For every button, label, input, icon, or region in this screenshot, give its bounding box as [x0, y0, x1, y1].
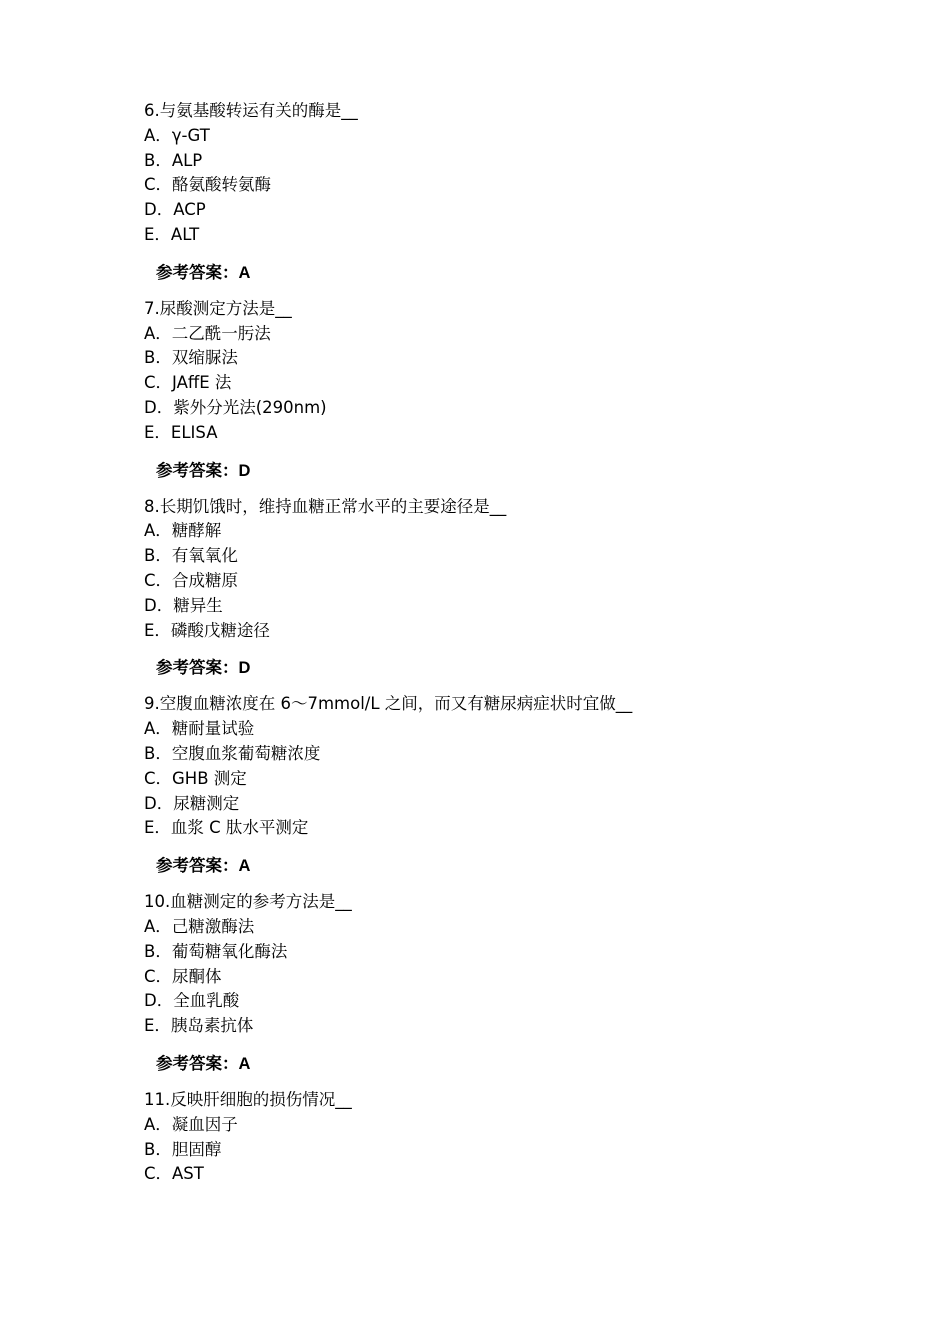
reference-answer: 参考答案：A — [156, 857, 251, 876]
question-10 — [144, 890, 844, 1076]
reference-answer: 参考答案：D — [156, 461, 251, 480]
option-e: E．胰岛素抗体 — [144, 1016, 254, 1036]
option-b: B．双缩脲法 — [144, 348, 238, 368]
question-9 — [144, 692, 844, 878]
option-a: A．凝血因子 — [144, 1114, 238, 1134]
reference-answer: 参考答案：A — [156, 263, 251, 282]
option-e: E．磷酸戊糖途径 — [144, 620, 270, 640]
option-c: C．AST — [144, 1164, 204, 1184]
option-e: E．血浆 C 肽水平测定 — [144, 818, 309, 838]
question-stem: 7.尿酸测定方法是__ — [144, 298, 292, 318]
option-a: A．二乙酰一肟法 — [144, 323, 271, 343]
option-c: C．尿酮体 — [144, 966, 222, 986]
option-b: B．胆固醇 — [144, 1139, 222, 1159]
option-d: D．紫外分光法(290nm) — [144, 397, 327, 417]
question-stem: 11.反映肝细胞的损伤情况__ — [144, 1089, 352, 1109]
option-d: D．全血乳酸 — [144, 991, 240, 1011]
question-7 — [144, 297, 844, 483]
option-b: B．葡萄糖氧化酶法 — [144, 941, 288, 961]
option-d: D．糖异生 — [144, 595, 223, 615]
question-stem: 6.与氨基酸转运有关的酶是__ — [144, 101, 358, 120]
question-stem: 8.长期饥饿时，维持血糖正常水平的主要途径是__ — [144, 496, 507, 516]
question-6 — [144, 99, 844, 285]
option-c: C．酪氨酸转氨酶 — [144, 175, 272, 195]
option-d: D．ACP — [144, 200, 206, 220]
option-b: B．ALP — [144, 150, 203, 170]
option-b: B．空腹血浆葡萄糖浓度 — [144, 743, 321, 763]
question-11 — [144, 1088, 844, 1187]
reference-answer: 参考答案：D — [156, 659, 251, 678]
option-a: A．糖酵解 — [144, 521, 222, 541]
option-c: C．GHB 测定 — [144, 768, 247, 788]
option-e: E．ELISA — [144, 422, 218, 442]
reference-answer: 参考答案：A — [156, 1054, 251, 1073]
question-stem: 9.空腹血糖浓度在 6～7mmol/L 之间，而又有糖尿病症状时宜做__ — [144, 694, 633, 714]
question-stem: 10.血糖测定的参考方法是__ — [144, 892, 352, 912]
option-a: A．己糖激酶法 — [144, 916, 255, 936]
option-e: E．ALT — [144, 224, 200, 244]
option-a: A．γ-GT — [144, 125, 210, 145]
option-a: A．糖耐量试验 — [144, 719, 255, 739]
question-document — [144, 99, 844, 1187]
option-c: C．JAffE 法 — [144, 373, 232, 393]
question-8 — [144, 495, 844, 681]
option-c: C．合成糖原 — [144, 570, 239, 590]
option-b: B．有氧氧化 — [144, 546, 238, 566]
option-d: D．尿糖测定 — [144, 793, 240, 813]
